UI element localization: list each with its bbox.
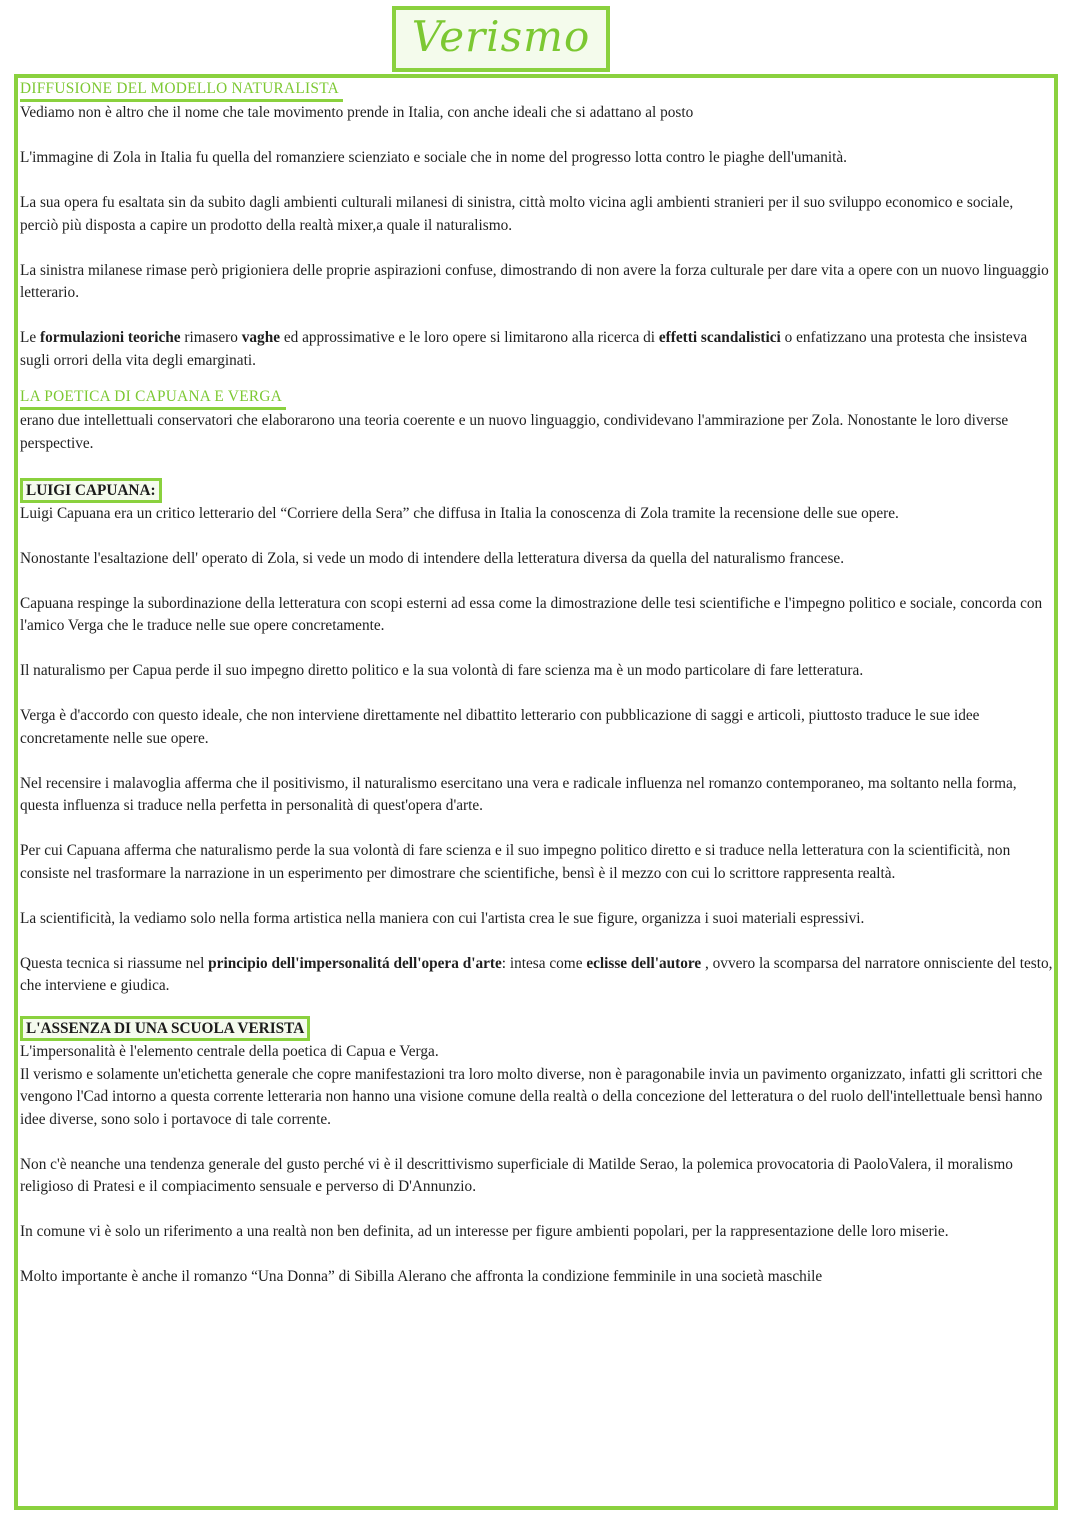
- bold-term: eclisse dell'autore: [586, 954, 702, 972]
- paragraph: Non c'è neanche una tendenza generale del gusto perché vi è il descrittivismo superficiale di Matilde Serao, la polemica provocatoria di PaoloValera, il moralismo religioso di Pratesi e il compiacimento sensuale e perverso di D'Annunzio.: [20, 1155, 1013, 1195]
- paragraph: La scientificità, la vediamo solo nella forma artistica nella maniera con cui l'artista crea le sue figure, organizza i suoi materiali espressivi.: [20, 909, 865, 927]
- section-poetica: [20, 386, 1054, 455]
- paragraph: erano due intellettuali conservatori che elaborarono una teoria coerente e un nuovo linguaggio, condividevano l'ammirazione per Zola. Nonostante le loro diverse perspective.: [20, 412, 1009, 452]
- paragraph: L'immagine di Zola in Italia fu quella del romanziere scienziato e sociale che in nome del progresso lotta contro le piaghe dell'umanità.: [20, 149, 847, 166]
- paragraph: La sua opera fu esaltata sin da subito dagli ambienti culturali milanesi di sinistra, città molto vicina agli ambienti stranieri per il suo sviluppo economico e sociale, perciò più disposta a capire un prodotto della realtà mixer,a quale il naturalismo.: [20, 194, 1014, 234]
- paragraph: Le formulazioni teoriche rimasero vaghe ed approssimative e le loro opere si limitarono alla ricerca di effetti scandalistici o enfatizzano una protesta che insisteva sugli orrori della vita degli emarginati.: [20, 329, 1028, 369]
- paragraph: L'impersonalità è l'elemento centrale della poetica di Capua e Verga.: [20, 1043, 439, 1060]
- bold-term: vaghe: [241, 329, 280, 346]
- bold-term: effetti scandalistici: [658, 329, 781, 346]
- page-title: Verismo: [411, 11, 591, 61]
- paragraph: Il naturalismo per Capua perde il suo impegno diretto politico e la sua volontà di fare scienza ma è un modo particolare di fare letteratura.: [20, 662, 864, 679]
- paragraph: Nonostante l'esaltazione dell' operato di Zola, si vede un modo di intendere della letteratura diversa da quella del naturalismo francese.: [20, 549, 845, 567]
- paragraph: Questa tecnica si riassume nel principio dell'impersonalitá dell'opera d'arte: intesa come eclisse dell'autore , ovvero la scomparsa del narratore onnisciente del testo, che interviene e giudica.: [20, 954, 1053, 994]
- section-capuana: [20, 478, 1054, 998]
- section-heading: LUIGI CAPUANA:: [20, 478, 162, 503]
- section-heading: DIFFUSIONE DEL MODELLO NATURALISTA: [20, 78, 343, 102]
- section-heading: LA POETICA DI CAPUANA E VERGA: [20, 386, 286, 410]
- paragraph: Molto importante è anche il romanzo “Una Donna” di Sibilla Alerano che affronta la condizione femminile in una società maschile: [20, 1268, 823, 1285]
- paragraph: La sinistra milanese rimase però prigioniera delle proprie aspirazioni confuse, dimostrando di non avere la forza culturale per dare vita a opere con un nuovo linguaggio letterario.: [20, 261, 1049, 301]
- section-heading: L'ASSENZA DI UNA SCUOLA VERISTA: [20, 1016, 310, 1041]
- section-assenza: [20, 1016, 1054, 1289]
- paragraph: Per cui Capuana afferma che naturalismo perde la sua volontà di fare scienza e il suo impegno politico diretto e si traduce nella letteratura con la scientificità, non consiste nel trasformare la narrazione in un esperimento per dimostrare che scientifiche, bensì è il mezzo con cui lo scrittore rappresenta realtà.: [20, 842, 1011, 882]
- document-body: [20, 78, 1054, 1289]
- paragraph: Vediamo non è altro che il nome che tale movimento prende in Italia, con anche ideali che si adattano al posto: [20, 104, 694, 121]
- paragraph: Verga è d'accordo con questo ideale, che non interviene direttamente nel dibattito letterario con pubblicazione di saggi e articoli, piuttosto traduce le sue idee concretamente nelle sue opere.: [20, 707, 980, 747]
- bold-term: principio dell'impersonalitá dell'opera d'arte: [208, 954, 502, 972]
- paragraph: In comune vi è solo un riferimento a una realtà non ben definita, ad un interesse per figure ambienti popolari, per la rappresentazione delle loro miserie.: [20, 1223, 949, 1240]
- paragraph: Nel recensire i malavoglia afferma che il positivismo, il naturalismo esercitano una vera e radicale influenza nel romanzo contemporaneo, ma soltanto nella forma, questa influenza si traduce nella perfetta in personalità di quest'opera d'arte.: [20, 774, 1017, 814]
- title-box: [392, 6, 610, 72]
- section-diffusione: [20, 78, 1054, 372]
- bold-term: formulazioni teoriche: [39, 329, 181, 346]
- paragraph: Capuana respinge la subordinazione della letteratura con scopi esterni ad essa come la dimostrazione delle tesi scientifiche e l'impegno politico e sociale, concorda con l'amico Verga che le traduce nelle sue opere concretamente.: [20, 594, 1043, 634]
- paragraph: Luigi Capuana era un critico letterario del “Corriere della Sera” che diffusa in Italia la conoscenza di Zola tramite la recensione delle sue opere.: [20, 504, 899, 522]
- paragraph: Il verismo e solamente un'etichetta generale che copre manifestazioni tra loro molto diverse, non è paragonabile invia un pavimento organizzato, infatti gli scrittori che vengono l'Cad intorno a questa corrente letteraria non hanno una visione comune della realtà o della concezione del letteratura o del ruolo dell'intellettuale bensì hanno idee diverse, sono solo i portavoce di tale corrente.: [20, 1065, 1043, 1128]
